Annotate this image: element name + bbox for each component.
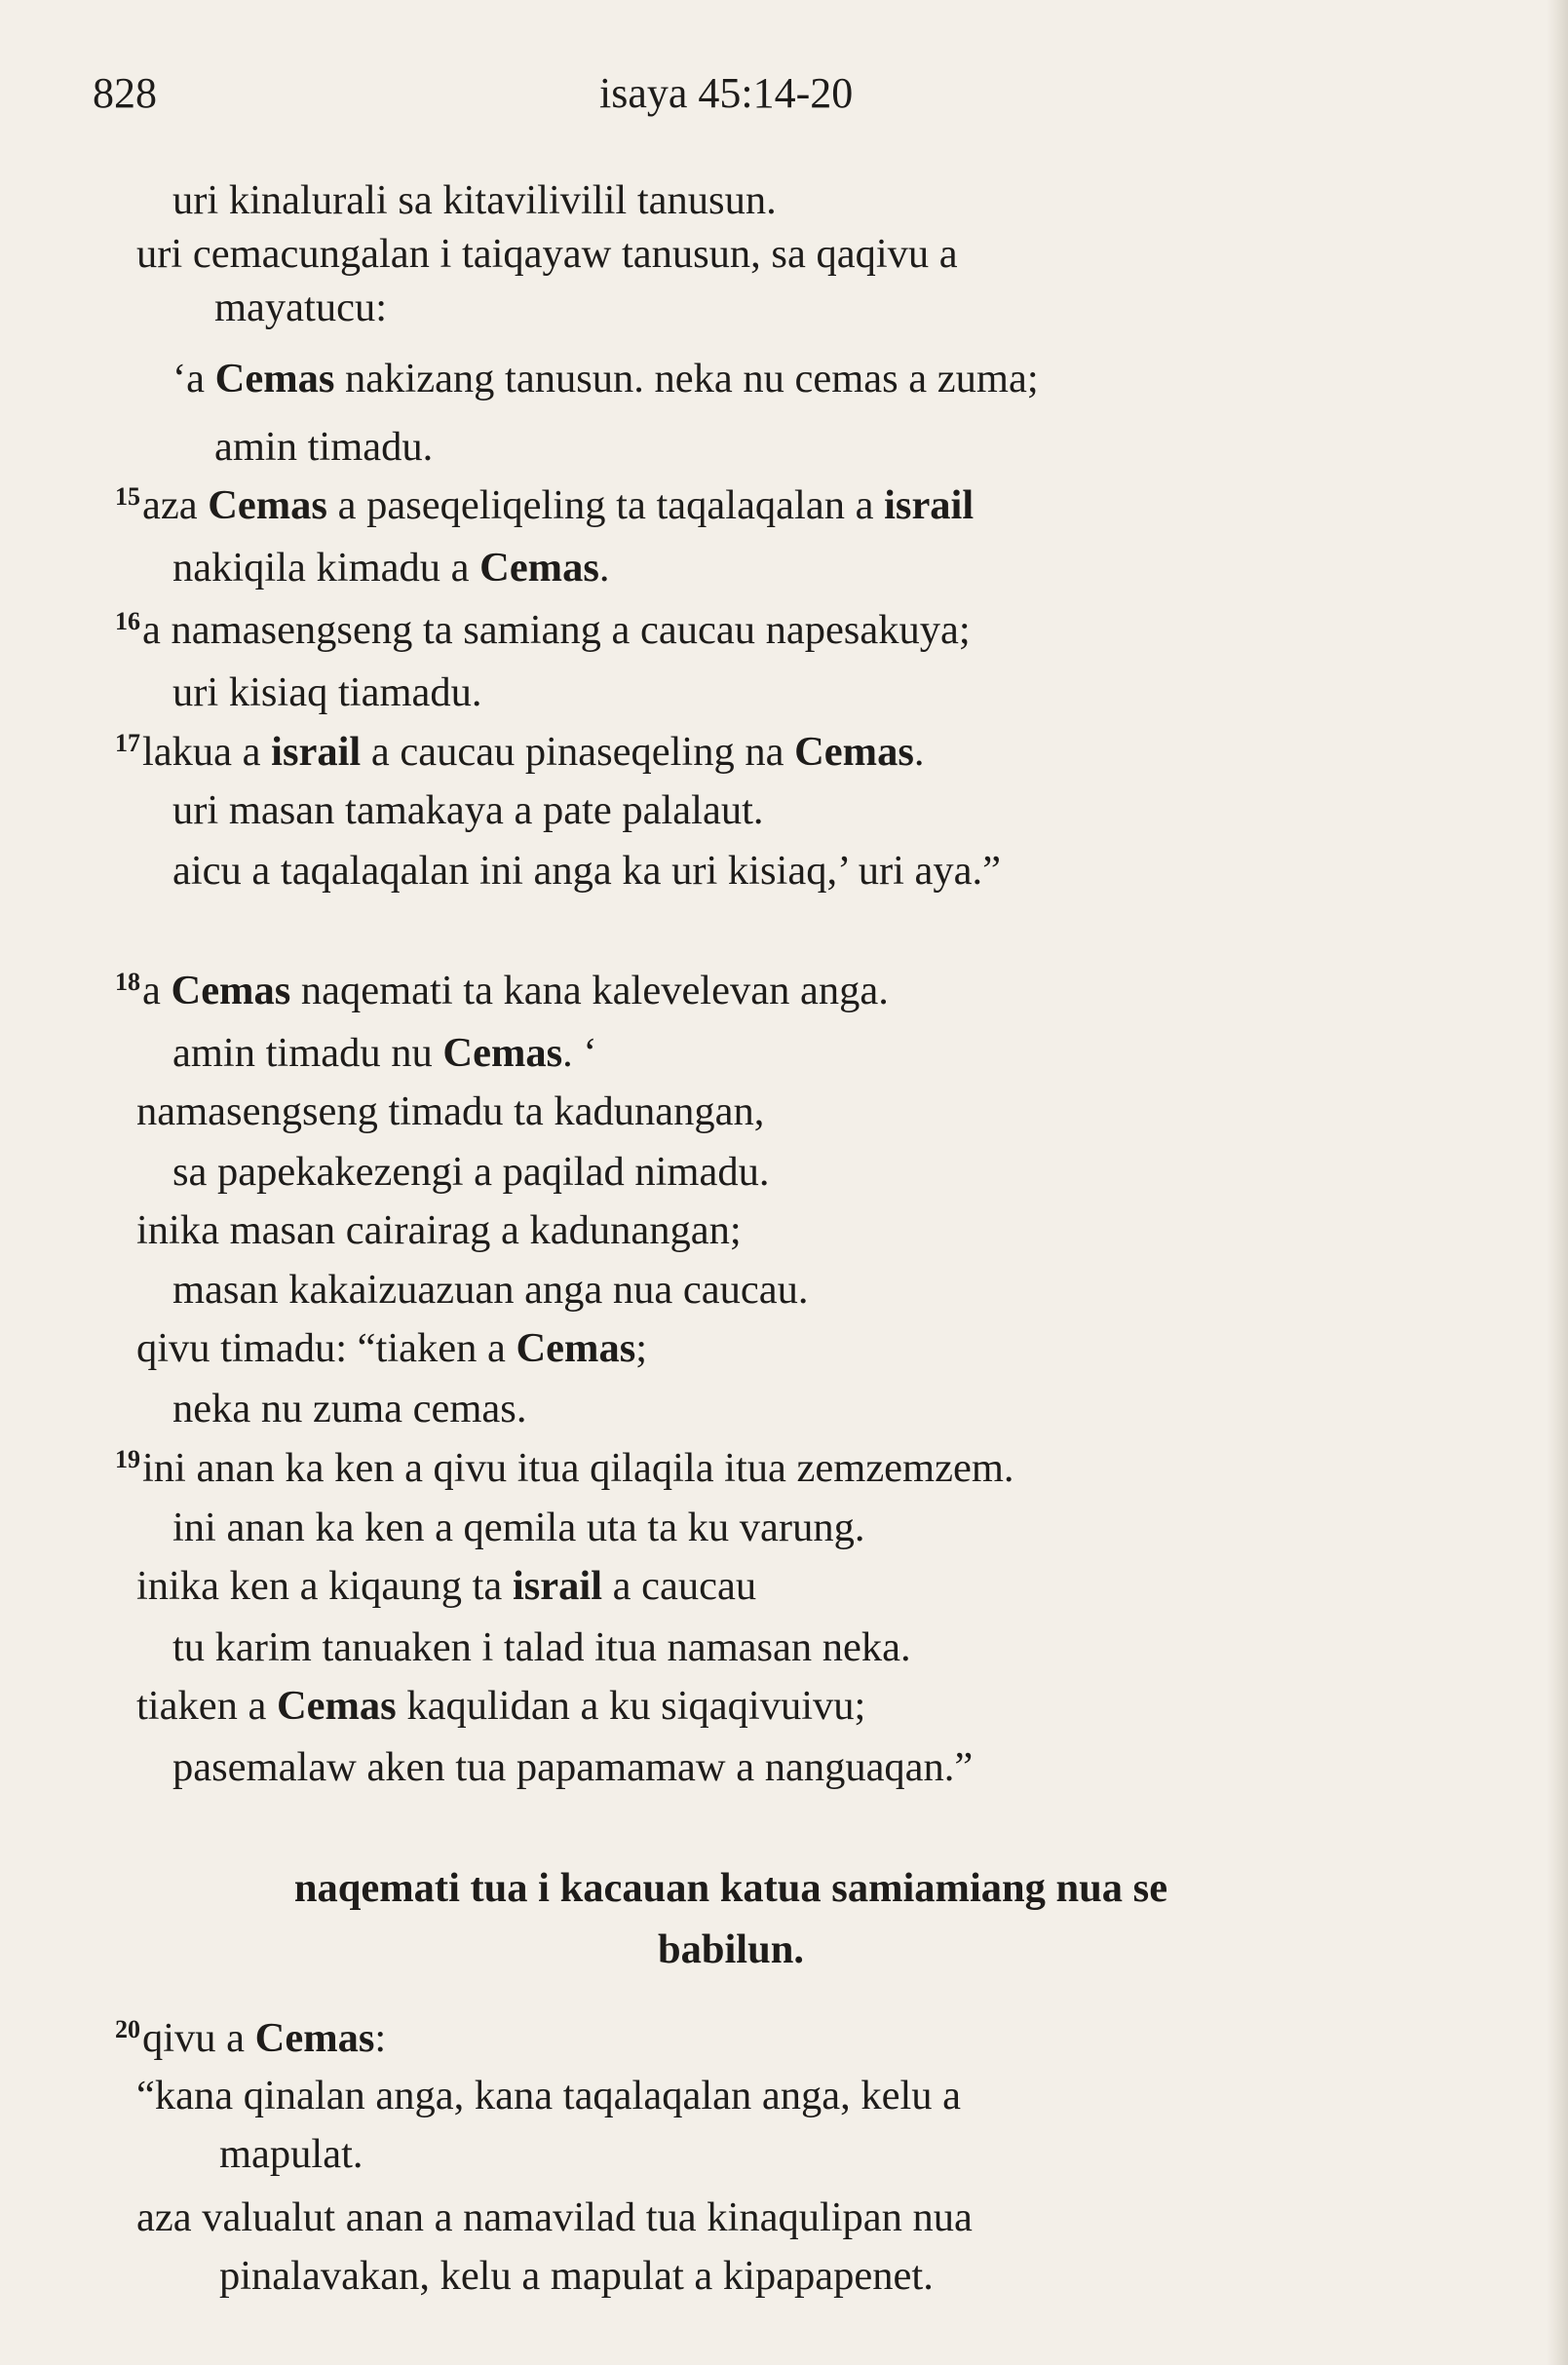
text-line xyxy=(172,1507,864,1549)
text-line xyxy=(172,545,610,591)
divine-name: Cemas xyxy=(276,1683,397,1729)
line-text: masan kakaizuazuan anga nua caucau. xyxy=(172,1267,809,1313)
line-text: naqemati ta kana kalevelevan anga. xyxy=(290,968,889,1013)
verse-number: 17 xyxy=(115,729,140,757)
line-text: . ‘ xyxy=(562,1030,597,1076)
people-name: israil xyxy=(271,729,362,775)
divine-name: Cemas xyxy=(214,356,335,401)
line-text: mapulat. xyxy=(219,2131,363,2177)
line-text: lakua a xyxy=(142,729,272,775)
line-text: ini anan ka ken a qivu itua qilaqila itua zemzemzem. xyxy=(142,1445,1014,1491)
line-text: amin timadu. xyxy=(214,424,434,470)
page-edge xyxy=(1547,0,1568,2365)
verse-16 xyxy=(115,609,971,652)
line-text: nakizang tanusun. neka nu cemas a zuma; xyxy=(334,356,1039,401)
text-line xyxy=(219,2253,934,2299)
line-text: aza xyxy=(142,482,209,528)
line-text: kaqulidan a ku siqaqivuivu; xyxy=(396,1683,866,1729)
page-header xyxy=(93,68,1475,136)
line-text: a namasengseng ta samiang a caucau napesakuya; xyxy=(142,607,971,653)
line-text: “kana qinalan anga, kana taqalaqalan anga, kelu a xyxy=(136,2073,962,2118)
text-line xyxy=(214,424,434,470)
line-text: neka nu zuma cemas. xyxy=(172,1386,527,1431)
text-line xyxy=(172,1386,527,1431)
verse-number: 16 xyxy=(115,607,140,635)
line-text: uri kisiaq tiamadu. xyxy=(172,669,482,715)
text-line xyxy=(136,1563,757,1609)
divine-name: Cemas xyxy=(208,482,327,528)
verse-18 xyxy=(115,970,889,1012)
line-text: pasemalaw aken tua papamamaw a nanguaqan.” xyxy=(172,1744,974,1790)
divine-name: Cemas xyxy=(516,1325,636,1371)
text-line xyxy=(172,356,1039,401)
line-text: uri cemacungalan i taiqayaw tanusun, sa qaqivu a xyxy=(136,231,958,277)
line-text: a paseqeliqeling ta taqalaqalan a xyxy=(326,482,885,528)
people-name: israil xyxy=(884,482,975,528)
line-text: aicu a taqalaqalan ini anga ka uri kisiaq,’ uri aya.” xyxy=(172,848,1001,894)
text-line xyxy=(172,1267,809,1313)
page-number: 828 xyxy=(93,69,157,117)
line-text: uri kinalurali sa kitavilivilil tanusun. xyxy=(172,177,777,223)
text-line xyxy=(136,2073,962,2118)
verse-19 xyxy=(115,1447,1014,1490)
text-line xyxy=(172,669,482,715)
line-text: ; xyxy=(635,1325,648,1371)
line-text: a xyxy=(142,968,172,1013)
verse-20 xyxy=(115,2017,386,2060)
line-text: a caucau pinaseqeling na xyxy=(361,729,795,775)
text-line xyxy=(172,1744,974,1790)
line-text: ‘a xyxy=(172,356,215,401)
divine-name: Cemas xyxy=(442,1030,563,1076)
line-text: a caucau xyxy=(602,1563,757,1609)
text-line xyxy=(214,287,387,329)
verse-number: 15 xyxy=(115,482,140,511)
verse-number: 20 xyxy=(115,2015,140,2043)
text-line xyxy=(172,1030,597,1076)
people-name: israil xyxy=(512,1563,603,1609)
divine-name: Cemas xyxy=(794,729,914,775)
line-text: aza valualut anan a namavilad tua kinaqulipan nua xyxy=(136,2194,973,2240)
text-line xyxy=(172,177,777,223)
line-text: amin timadu nu xyxy=(172,1030,443,1076)
text-line xyxy=(172,1624,911,1670)
text-line xyxy=(172,848,1001,894)
text-line xyxy=(136,1325,648,1371)
line-text: . xyxy=(598,545,610,591)
line-text: inika masan cairairag a kadunangan; xyxy=(136,1207,742,1253)
text-line xyxy=(136,231,958,277)
line-text: qivu timadu: “tiaken a xyxy=(136,1325,516,1371)
text-line xyxy=(136,1207,742,1253)
section-heading-line: babilun. xyxy=(657,1926,805,1972)
divine-name: Cemas xyxy=(254,2015,375,2061)
section-heading-line: naqemati tua i kacauan katua samiamiang nua se xyxy=(293,1865,1168,1911)
line-text: nakiqila kimadu a xyxy=(172,545,480,591)
line-text: uri masan tamakaya a pate palalaut. xyxy=(172,787,764,833)
line-text: namasengseng timadu ta kadunangan, xyxy=(136,1088,765,1134)
line-text: ini anan ka ken a qemila uta ta ku varung. xyxy=(172,1505,865,1550)
text-line xyxy=(136,1088,765,1134)
divine-name: Cemas xyxy=(479,545,599,591)
verse-number: 19 xyxy=(115,1445,140,1473)
line-text: : xyxy=(374,2015,387,2061)
running-head: isaya 45:14-20 xyxy=(599,69,854,117)
line-text: . xyxy=(913,729,925,775)
line-text: mayatucu: xyxy=(214,285,388,330)
text-line xyxy=(136,1683,866,1729)
text-line xyxy=(219,2131,363,2177)
verse-15 xyxy=(115,484,974,527)
line-text: tiaken a xyxy=(136,1683,277,1729)
text-line xyxy=(172,1149,770,1195)
verse-17 xyxy=(115,731,924,774)
line-text: pinalavakan, kelu a mapulat a kipapapenet. xyxy=(219,2253,934,2299)
line-text: qivu a xyxy=(142,2015,255,2061)
text-line xyxy=(172,787,764,833)
line-text: inika ken a kiqaung ta xyxy=(136,1563,513,1609)
verse-number: 18 xyxy=(115,968,140,996)
line-text: sa papekakezengi a paqilad nimadu. xyxy=(172,1149,770,1195)
divine-name: Cemas xyxy=(171,968,291,1013)
line-text: tu karim tanuaken i talad itua namasan neka. xyxy=(172,1624,911,1670)
text-line xyxy=(136,2194,973,2240)
